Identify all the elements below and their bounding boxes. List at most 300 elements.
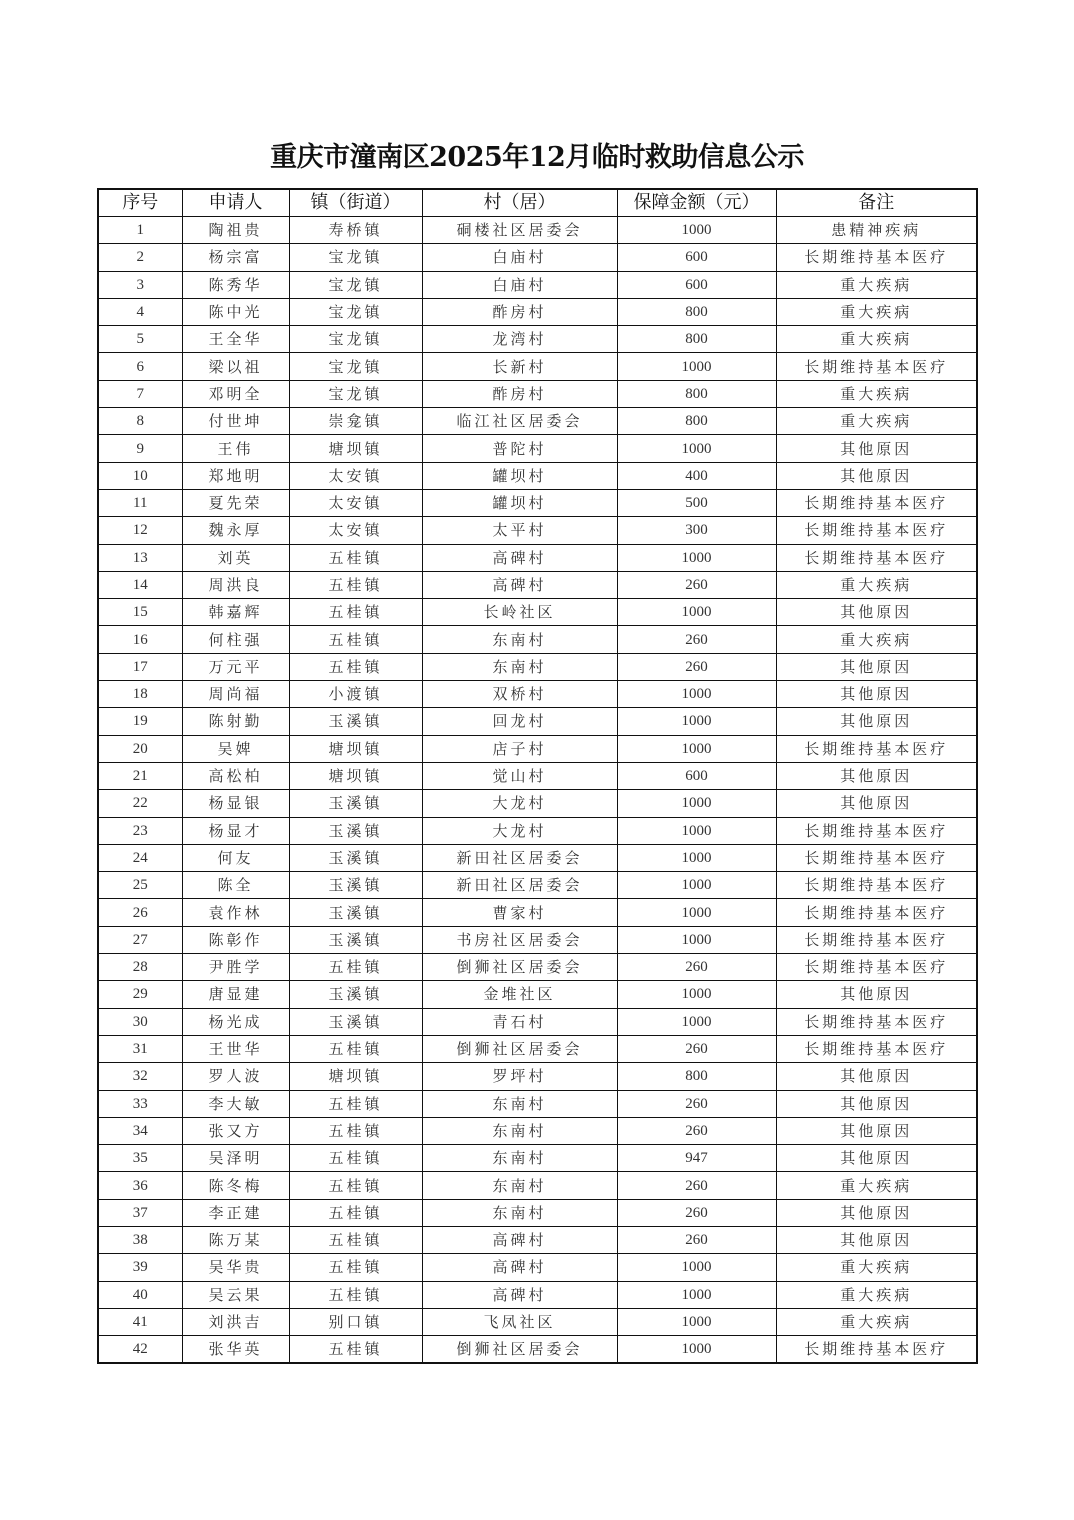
applicant-cell: 陈中光 <box>182 298 289 325</box>
amount-cell: 260 <box>617 1090 776 1117</box>
town-cell: 五桂镇 <box>289 1117 422 1144</box>
serial-number-cell: 26 <box>98 899 182 926</box>
remarks-cell: 其他原因 <box>776 790 977 817</box>
village-cell: 太平村 <box>422 517 617 544</box>
table-row <box>98 435 977 462</box>
amount-cell: 400 <box>617 462 776 489</box>
table-row <box>98 380 977 407</box>
table-row <box>98 681 977 708</box>
remarks-cell: 其他原因 <box>776 1145 977 1172</box>
remarks-cell: 长期维持基本医疗 <box>776 899 977 926</box>
village-cell: 酢房村 <box>422 380 617 407</box>
table-row <box>98 954 977 981</box>
table-row <box>98 1308 977 1335</box>
table-row <box>98 571 977 598</box>
applicant-cell: 吴云果 <box>182 1281 289 1308</box>
remarks-cell: 其他原因 <box>776 708 977 735</box>
village-cell: 高碑村 <box>422 544 617 571</box>
village-cell: 倒狮社区居委会 <box>422 1336 617 1364</box>
table-row <box>98 271 977 298</box>
serial-number-cell: 39 <box>98 1254 182 1281</box>
table-row <box>98 981 977 1008</box>
amount-cell: 1000 <box>617 926 776 953</box>
serial-number-cell: 17 <box>98 653 182 680</box>
town-cell: 小渡镇 <box>289 681 422 708</box>
remarks-cell: 其他原因 <box>776 599 977 626</box>
applicant-cell: 高松柏 <box>182 762 289 789</box>
remarks-cell: 重大疾病 <box>776 408 977 435</box>
serial-number-cell: 18 <box>98 681 182 708</box>
village-cell: 新田社区居委会 <box>422 872 617 899</box>
town-cell: 塘坝镇 <box>289 735 422 762</box>
village-cell: 曹家村 <box>422 899 617 926</box>
remarks-cell: 其他原因 <box>776 653 977 680</box>
town-cell: 玉溪镇 <box>289 981 422 1008</box>
table-row <box>98 462 977 489</box>
amount-cell: 1000 <box>617 817 776 844</box>
amount-cell: 1000 <box>617 981 776 1008</box>
amount-cell: 800 <box>617 380 776 407</box>
serial-number-cell: 7 <box>98 380 182 407</box>
table-row <box>98 708 977 735</box>
town-cell: 五桂镇 <box>289 1035 422 1062</box>
remarks-cell: 长期维持基本医疗 <box>776 735 977 762</box>
table-row <box>98 1336 977 1364</box>
town-cell: 玉溪镇 <box>289 1008 422 1035</box>
amount-cell: 260 <box>617 1117 776 1144</box>
serial-number-cell: 20 <box>98 735 182 762</box>
village-cell: 罐坝村 <box>422 462 617 489</box>
serial-number-cell: 41 <box>98 1308 182 1335</box>
remarks-cell: 重大疾病 <box>776 1172 977 1199</box>
village-cell: 东南村 <box>422 626 617 653</box>
remarks-cell: 长期维持基本医疗 <box>776 244 977 271</box>
remarks-cell: 重大疾病 <box>776 1281 977 1308</box>
village-cell: 觉山村 <box>422 762 617 789</box>
serial-number-cell: 22 <box>98 790 182 817</box>
applicant-cell: 郑地明 <box>182 462 289 489</box>
assistance-table <box>97 188 978 1364</box>
village-cell: 普陀村 <box>422 435 617 462</box>
table-row <box>98 1035 977 1062</box>
header-remarks: 备注 <box>776 189 977 217</box>
town-cell: 五桂镇 <box>289 599 422 626</box>
serial-number-cell: 34 <box>98 1117 182 1144</box>
amount-cell: 1000 <box>617 872 776 899</box>
applicant-cell: 李正建 <box>182 1199 289 1226</box>
amount-cell: 1000 <box>617 790 776 817</box>
town-cell: 塘坝镇 <box>289 1063 422 1090</box>
table-row <box>98 217 977 244</box>
amount-cell: 300 <box>617 517 776 544</box>
amount-cell: 500 <box>617 489 776 516</box>
amount-cell: 1000 <box>617 544 776 571</box>
serial-number-cell: 24 <box>98 844 182 871</box>
serial-number-cell: 10 <box>98 462 182 489</box>
town-cell: 玉溪镇 <box>289 817 422 844</box>
village-cell: 罗坪村 <box>422 1063 617 1090</box>
applicant-cell: 何友 <box>182 844 289 871</box>
village-cell: 倒狮社区居委会 <box>422 954 617 981</box>
remarks-cell: 长期维持基本医疗 <box>776 353 977 380</box>
serial-number-cell: 42 <box>98 1336 182 1364</box>
town-cell: 太安镇 <box>289 517 422 544</box>
town-cell: 五桂镇 <box>289 1145 422 1172</box>
table-row <box>98 1281 977 1308</box>
village-cell: 书房社区居委会 <box>422 926 617 953</box>
remarks-cell: 重大疾病 <box>776 298 977 325</box>
town-cell: 玉溪镇 <box>289 844 422 871</box>
remarks-cell: 其他原因 <box>776 762 977 789</box>
amount-cell: 1000 <box>617 1308 776 1335</box>
applicant-cell: 刘洪吉 <box>182 1308 289 1335</box>
village-cell: 酢房村 <box>422 298 617 325</box>
serial-number-cell: 25 <box>98 872 182 899</box>
table-row <box>98 790 977 817</box>
applicant-cell: 王世华 <box>182 1035 289 1062</box>
applicant-cell: 陈全 <box>182 872 289 899</box>
town-cell: 宝龙镇 <box>289 353 422 380</box>
applicant-cell: 韩嘉辉 <box>182 599 289 626</box>
town-cell: 玉溪镇 <box>289 926 422 953</box>
table-row <box>98 408 977 435</box>
table-row <box>98 353 977 380</box>
town-cell: 五桂镇 <box>289 626 422 653</box>
applicant-cell: 周尚福 <box>182 681 289 708</box>
applicant-cell: 李大敏 <box>182 1090 289 1117</box>
amount-cell: 1000 <box>617 708 776 735</box>
table-row <box>98 762 977 789</box>
amount-cell: 260 <box>617 653 776 680</box>
table-row <box>98 899 977 926</box>
town-cell: 寿桥镇 <box>289 217 422 244</box>
remarks-cell: 长期维持基本医疗 <box>776 1336 977 1364</box>
applicant-cell: 杨宗富 <box>182 244 289 271</box>
amount-cell: 800 <box>617 326 776 353</box>
village-cell: 龙湾村 <box>422 326 617 353</box>
remarks-cell: 重大疾病 <box>776 326 977 353</box>
table-row <box>98 817 977 844</box>
applicant-cell: 吴婢 <box>182 735 289 762</box>
town-cell: 五桂镇 <box>289 1336 422 1364</box>
serial-number-cell: 33 <box>98 1090 182 1117</box>
applicant-cell: 吴华贵 <box>182 1254 289 1281</box>
applicant-cell: 何柱强 <box>182 626 289 653</box>
village-cell: 东南村 <box>422 1145 617 1172</box>
table-row <box>98 1090 977 1117</box>
header-serial-number: 序号 <box>98 189 182 217</box>
table-row <box>98 489 977 516</box>
amount-cell: 260 <box>617 1035 776 1062</box>
serial-number-cell: 8 <box>98 408 182 435</box>
village-cell: 店子村 <box>422 735 617 762</box>
remarks-cell: 长期维持基本医疗 <box>776 954 977 981</box>
serial-number-cell: 27 <box>98 926 182 953</box>
applicant-cell: 罗人波 <box>182 1063 289 1090</box>
village-cell: 青石村 <box>422 1008 617 1035</box>
remarks-cell: 长期维持基本医疗 <box>776 872 977 899</box>
town-cell: 五桂镇 <box>289 954 422 981</box>
town-cell: 玉溪镇 <box>289 872 422 899</box>
amount-cell: 1000 <box>617 1281 776 1308</box>
amount-cell: 1000 <box>617 435 776 462</box>
remarks-cell: 其他原因 <box>776 1226 977 1253</box>
town-cell: 五桂镇 <box>289 571 422 598</box>
table-row <box>98 844 977 871</box>
village-cell: 长岭社区 <box>422 599 617 626</box>
amount-cell: 260 <box>617 1172 776 1199</box>
town-cell: 五桂镇 <box>289 1090 422 1117</box>
amount-cell: 1000 <box>617 844 776 871</box>
amount-cell: 1000 <box>617 899 776 926</box>
amount-cell: 260 <box>617 1199 776 1226</box>
table-row <box>98 1254 977 1281</box>
amount-cell: 1000 <box>617 599 776 626</box>
serial-number-cell: 16 <box>98 626 182 653</box>
village-cell: 白庙村 <box>422 271 617 298</box>
remarks-cell: 重大疾病 <box>776 1308 977 1335</box>
amount-cell: 1000 <box>617 1254 776 1281</box>
remarks-cell: 重大疾病 <box>776 271 977 298</box>
table-body <box>98 217 977 1364</box>
serial-number-cell: 13 <box>98 544 182 571</box>
town-cell: 五桂镇 <box>289 1199 422 1226</box>
town-cell: 五桂镇 <box>289 544 422 571</box>
amount-cell: 260 <box>617 571 776 598</box>
village-cell: 罐坝村 <box>422 489 617 516</box>
applicant-cell: 夏先荣 <box>182 489 289 516</box>
table-row <box>98 1063 977 1090</box>
village-cell: 倒狮社区居委会 <box>422 1035 617 1062</box>
amount-cell: 260 <box>617 626 776 653</box>
town-cell: 塘坝镇 <box>289 435 422 462</box>
remarks-cell: 长期维持基本医疗 <box>776 544 977 571</box>
town-cell: 五桂镇 <box>289 653 422 680</box>
applicant-cell: 刘英 <box>182 544 289 571</box>
village-cell: 硐楼社区居委会 <box>422 217 617 244</box>
page-title: 重庆市潼南区2025年12月临时救助信息公示 <box>270 142 804 173</box>
amount-cell: 800 <box>617 408 776 435</box>
village-cell: 高碑村 <box>422 1254 617 1281</box>
serial-number-cell: 29 <box>98 981 182 1008</box>
town-cell: 太安镇 <box>289 462 422 489</box>
applicant-cell: 陈秀华 <box>182 271 289 298</box>
village-cell: 东南村 <box>422 1172 617 1199</box>
remarks-cell: 患精神疾病 <box>776 217 977 244</box>
serial-number-cell: 23 <box>98 817 182 844</box>
village-cell: 高碑村 <box>422 1226 617 1253</box>
applicant-cell: 杨光成 <box>182 1008 289 1035</box>
applicant-cell: 杨显银 <box>182 790 289 817</box>
applicant-cell: 付世坤 <box>182 408 289 435</box>
applicant-cell: 陈万某 <box>182 1226 289 1253</box>
remarks-cell: 其他原因 <box>776 1199 977 1226</box>
town-cell: 五桂镇 <box>289 1281 422 1308</box>
amount-cell: 1000 <box>617 1336 776 1364</box>
serial-number-cell: 28 <box>98 954 182 981</box>
village-cell: 东南村 <box>422 1090 617 1117</box>
remarks-cell: 长期维持基本医疗 <box>776 517 977 544</box>
applicant-cell: 万元平 <box>182 653 289 680</box>
serial-number-cell: 15 <box>98 599 182 626</box>
village-cell: 回龙村 <box>422 708 617 735</box>
town-cell: 宝龙镇 <box>289 271 422 298</box>
town-cell: 玉溪镇 <box>289 708 422 735</box>
remarks-cell: 其他原因 <box>776 1117 977 1144</box>
serial-number-cell: 40 <box>98 1281 182 1308</box>
serial-number-cell: 5 <box>98 326 182 353</box>
table-row <box>98 599 977 626</box>
serial-number-cell: 11 <box>98 489 182 516</box>
serial-number-cell: 14 <box>98 571 182 598</box>
town-cell: 宝龙镇 <box>289 244 422 271</box>
town-cell: 五桂镇 <box>289 1254 422 1281</box>
table-row <box>98 1008 977 1035</box>
amount-cell: 947 <box>617 1145 776 1172</box>
village-cell: 东南村 <box>422 653 617 680</box>
applicant-cell: 王伟 <box>182 435 289 462</box>
table-row <box>98 1172 977 1199</box>
amount-cell: 260 <box>617 1226 776 1253</box>
remarks-cell: 重大疾病 <box>776 1254 977 1281</box>
applicant-cell: 唐显建 <box>182 981 289 1008</box>
remarks-cell: 长期维持基本医疗 <box>776 1008 977 1035</box>
amount-cell: 1000 <box>617 681 776 708</box>
village-cell: 大龙村 <box>422 817 617 844</box>
serial-number-cell: 9 <box>98 435 182 462</box>
table-row <box>98 653 977 680</box>
town-cell: 宝龙镇 <box>289 380 422 407</box>
remarks-cell: 长期维持基本医疗 <box>776 817 977 844</box>
applicant-cell: 陈射勤 <box>182 708 289 735</box>
serial-number-cell: 4 <box>98 298 182 325</box>
serial-number-cell: 19 <box>98 708 182 735</box>
amount-cell: 600 <box>617 762 776 789</box>
village-cell: 白庙村 <box>422 244 617 271</box>
applicant-cell: 张又方 <box>182 1117 289 1144</box>
town-cell: 宝龙镇 <box>289 298 422 325</box>
header-village: 村（居） <box>422 189 617 217</box>
applicant-cell: 张华英 <box>182 1336 289 1364</box>
village-cell: 长新村 <box>422 353 617 380</box>
applicant-cell: 尹胜学 <box>182 954 289 981</box>
serial-number-cell: 30 <box>98 1008 182 1035</box>
village-cell: 东南村 <box>422 1199 617 1226</box>
village-cell: 金堆社区 <box>422 981 617 1008</box>
serial-number-cell: 6 <box>98 353 182 380</box>
applicant-cell: 吴泽明 <box>182 1145 289 1172</box>
applicant-cell: 袁作林 <box>182 899 289 926</box>
serial-number-cell: 38 <box>98 1226 182 1253</box>
applicant-cell: 魏永厚 <box>182 517 289 544</box>
town-cell: 塘坝镇 <box>289 762 422 789</box>
serial-number-cell: 31 <box>98 1035 182 1062</box>
town-cell: 别口镇 <box>289 1308 422 1335</box>
amount-cell: 260 <box>617 954 776 981</box>
village-cell: 临江社区居委会 <box>422 408 617 435</box>
village-cell: 飞凤社区 <box>422 1308 617 1335</box>
serial-number-cell: 21 <box>98 762 182 789</box>
table-row <box>98 244 977 271</box>
serial-number-cell: 1 <box>98 217 182 244</box>
remarks-cell: 其他原因 <box>776 1063 977 1090</box>
remarks-cell: 重大疾病 <box>776 380 977 407</box>
remarks-cell: 其他原因 <box>776 1090 977 1117</box>
village-cell: 大龙村 <box>422 790 617 817</box>
town-cell: 五桂镇 <box>289 1172 422 1199</box>
remarks-cell: 长期维持基本医疗 <box>776 489 977 516</box>
table-row <box>98 1117 977 1144</box>
remarks-cell: 其他原因 <box>776 435 977 462</box>
town-cell: 五桂镇 <box>289 1226 422 1253</box>
amount-cell: 600 <box>617 271 776 298</box>
remarks-cell: 重大疾病 <box>776 626 977 653</box>
village-cell: 高碑村 <box>422 571 617 598</box>
serial-number-cell: 12 <box>98 517 182 544</box>
serial-number-cell: 35 <box>98 1145 182 1172</box>
table-row <box>98 926 977 953</box>
table-row <box>98 517 977 544</box>
serial-number-cell: 32 <box>98 1063 182 1090</box>
applicant-cell: 邓明全 <box>182 380 289 407</box>
serial-number-cell: 3 <box>98 271 182 298</box>
applicant-cell: 陈彰作 <box>182 926 289 953</box>
serial-number-cell: 37 <box>98 1199 182 1226</box>
town-cell: 崇龛镇 <box>289 408 422 435</box>
remarks-cell: 长期维持基本医疗 <box>776 926 977 953</box>
table-row <box>98 326 977 353</box>
table-row <box>98 544 977 571</box>
table-header-row <box>98 189 977 217</box>
header-amount: 保障金额（元） <box>617 189 776 217</box>
town-cell: 玉溪镇 <box>289 899 422 926</box>
town-cell: 宝龙镇 <box>289 326 422 353</box>
applicant-cell: 梁以祖 <box>182 353 289 380</box>
amount-cell: 800 <box>617 298 776 325</box>
table-row <box>98 1145 977 1172</box>
town-cell: 玉溪镇 <box>289 790 422 817</box>
amount-cell: 1000 <box>617 217 776 244</box>
amount-cell: 1000 <box>617 735 776 762</box>
table-row <box>98 735 977 762</box>
village-cell: 东南村 <box>422 1117 617 1144</box>
village-cell: 高碑村 <box>422 1281 617 1308</box>
header-applicant: 申请人 <box>182 189 289 217</box>
header-town: 镇（街道） <box>289 189 422 217</box>
remarks-cell: 重大疾病 <box>776 571 977 598</box>
applicant-cell: 王全华 <box>182 326 289 353</box>
remarks-cell: 长期维持基本医疗 <box>776 1035 977 1062</box>
amount-cell: 1000 <box>617 353 776 380</box>
applicant-cell: 陶祖贵 <box>182 217 289 244</box>
town-cell: 太安镇 <box>289 489 422 516</box>
remarks-cell: 长期维持基本医疗 <box>776 844 977 871</box>
applicant-cell: 陈冬梅 <box>182 1172 289 1199</box>
applicant-cell: 周洪良 <box>182 571 289 598</box>
amount-cell: 800 <box>617 1063 776 1090</box>
table-row <box>98 1226 977 1253</box>
table-row <box>98 872 977 899</box>
amount-cell: 1000 <box>617 1008 776 1035</box>
remarks-cell: 其他原因 <box>776 981 977 1008</box>
table-row <box>98 298 977 325</box>
village-cell: 双桥村 <box>422 681 617 708</box>
table-row <box>98 1199 977 1226</box>
village-cell: 新田社区居委会 <box>422 844 617 871</box>
table-row <box>98 626 977 653</box>
applicant-cell: 杨显才 <box>182 817 289 844</box>
serial-number-cell: 36 <box>98 1172 182 1199</box>
